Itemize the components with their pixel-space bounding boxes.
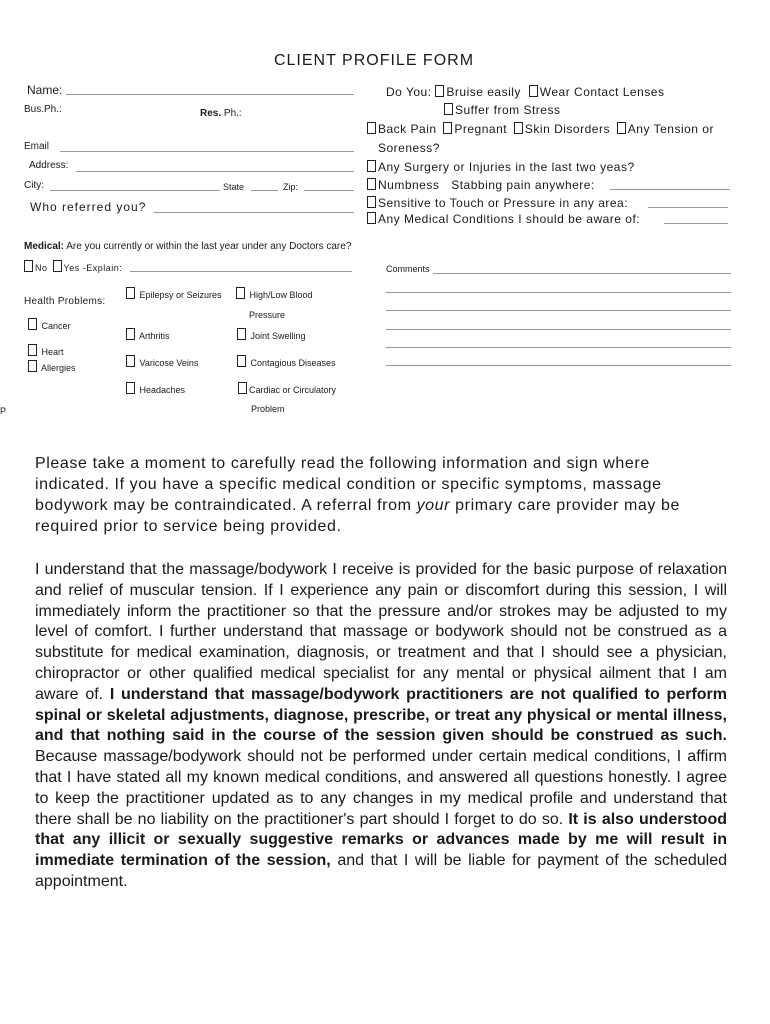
consent-text-c: and that I will be liable for payment of the scheduled appointment. xyxy=(35,852,728,890)
address-field[interactable] xyxy=(76,171,354,172)
stress-row xyxy=(444,103,560,117)
comments-line-6[interactable] xyxy=(386,365,731,366)
allergies-checkbox[interactable] xyxy=(28,360,37,372)
headaches-checkbox[interactable] xyxy=(126,382,135,394)
joint-label: Joint Swelling xyxy=(250,331,306,341)
numbness-checkbox[interactable] xyxy=(367,178,376,190)
blood-pressure-label: High/Low Blood xyxy=(249,290,313,300)
form-title: CLIENT PROFILE FORM xyxy=(273,52,475,69)
heart-item xyxy=(28,344,64,357)
sensitive-field[interactable] xyxy=(648,207,728,208)
consent-text-b: Because massage/bodywork should not be performed under certain medical conditions, I affirm that I have stated all my known medical conditions, and answered all questions honestly. I agree to keep the practitioner updated as to any changes in my medical profile and understand that there shall be no liability on the practitioner's part should I forget to do so. xyxy=(35,748,727,828)
pregnant-checkbox[interactable] xyxy=(443,122,452,134)
address-label: Address: xyxy=(29,160,69,171)
numbness-label: Numbness xyxy=(378,178,440,192)
skin-checkbox[interactable] xyxy=(514,122,523,134)
cardiac-label-2: Problem xyxy=(251,404,285,414)
surgery-row xyxy=(367,160,635,174)
res-ph: Ph.: xyxy=(221,108,242,119)
comments-line-1[interactable] xyxy=(433,273,731,274)
comments-line-4[interactable] xyxy=(386,329,731,330)
state-label: State xyxy=(223,182,245,192)
medical-conditions-checkbox[interactable] xyxy=(367,212,376,224)
epilepsy-label: Epilepsy or Seizures xyxy=(139,290,222,300)
res-bold: Res. xyxy=(200,108,222,119)
consent-bold-1: I understand that massage/bodywork practitioners are not qualified to perform spinal or skeletal adjustments, diagnose, prescribe, or treat any physical or mental illness, and that nothing said in the course of the session given should be construed as such. xyxy=(35,685,727,745)
stabbing-label: Stabbing pain anywhere: xyxy=(451,178,595,192)
stress-checkbox[interactable] xyxy=(444,103,453,115)
medical-label: Medical: xyxy=(24,241,65,252)
medical-answer-row xyxy=(24,260,122,273)
skin-label: Skin Disorders xyxy=(524,122,610,136)
contagious-item xyxy=(237,355,336,368)
headaches-item xyxy=(126,382,185,395)
health-problems-label: Health Problems: xyxy=(24,296,106,307)
city-label: City: xyxy=(24,180,44,191)
consent-paragraph xyxy=(35,560,727,893)
blood-pressure-checkbox[interactable] xyxy=(236,287,245,299)
medical-conditions-row xyxy=(367,212,640,226)
do-you-label: Do You: xyxy=(386,85,432,99)
comments-label: Comments xyxy=(386,264,430,274)
joint-item xyxy=(237,328,306,341)
allergies-item xyxy=(28,360,76,373)
stress-label: Suffer from Stress xyxy=(455,103,561,117)
yes-checkbox[interactable] xyxy=(53,260,62,272)
contagious-label: Contagious Diseases xyxy=(250,358,336,368)
consent-bold-2: It is also understood that any illicit or sexually suggestive remarks or advances made by me will result in immediate termination of the session, xyxy=(35,810,727,870)
epilepsy-item xyxy=(126,287,222,300)
tension-checkbox[interactable] xyxy=(617,122,626,134)
explain-field[interactable] xyxy=(130,271,352,272)
consent-text-a: I understand that the massage/bodywork I receive is provided for the basic purpose of relaxation and relief of muscular tension. If I experience any pain or discomfort during this session, I will immediately inform the practitioner so that the pressure and/or strokes may be adjusted to my level of comfort. I further understand that massage or bodywork should not be construed as a substitute for medical examination, diagnosis, or treatment and that I should see a physician, chiropractor or other qualified medical specialist for any mental or physical ailment that I am aware of. xyxy=(35,561,727,703)
blood-pressure-item xyxy=(236,287,313,300)
blood-pressure-label-2: Pressure xyxy=(249,310,286,320)
cardiac-checkbox[interactable] xyxy=(238,382,247,394)
arthritis-label: Arthritis xyxy=(139,331,170,341)
contacts-checkbox[interactable] xyxy=(529,85,538,97)
medical-question xyxy=(24,241,351,252)
city-field[interactable] xyxy=(50,190,220,191)
no-label: No xyxy=(35,263,48,273)
yes-label: Yes -Explain: xyxy=(63,263,123,273)
intro-paragraph xyxy=(35,453,727,537)
conditions-row-1 xyxy=(367,122,714,136)
sensitive-checkbox[interactable] xyxy=(367,196,376,208)
referred-field[interactable] xyxy=(154,212,354,213)
comments-line-5[interactable] xyxy=(386,347,731,348)
do-you-row xyxy=(386,85,664,99)
cancer-checkbox[interactable] xyxy=(28,318,37,330)
bus-phone-label: Bus.Ph.: xyxy=(24,104,62,115)
cancer-label: Cancer xyxy=(41,321,71,331)
varicose-label: Varicose Veins xyxy=(139,358,199,368)
res-phone-label xyxy=(200,108,242,119)
intro-text-a: Please take a moment to carefully read the following information and sign where indicated. If you have a specific medical condition or specific symptoms, massage bodywork may be contraindicated. A referral from xyxy=(35,455,662,514)
surgery-checkbox[interactable] xyxy=(367,160,376,172)
intro-text-b: primary care provider may be required prior to service being provided. xyxy=(35,497,681,535)
cancer-item xyxy=(28,318,71,331)
medical-conditions-label: Any Medical Conditions I should be aware of: xyxy=(378,212,641,226)
joint-checkbox[interactable] xyxy=(237,328,246,340)
no-checkbox[interactable] xyxy=(24,260,33,272)
state-field[interactable] xyxy=(251,190,278,191)
bruise-checkbox[interactable] xyxy=(435,85,444,97)
margin-mark: P xyxy=(0,406,7,416)
back-pain-label: Back Pain xyxy=(378,122,437,136)
zip-label: Zip: xyxy=(283,182,299,192)
sensitive-label: Sensitive to Touch or Pressure in any area: xyxy=(378,196,629,210)
varicose-item xyxy=(126,355,198,368)
comments-line-3[interactable] xyxy=(386,310,731,311)
pregnant-label: Pregnant xyxy=(454,122,508,136)
heart-checkbox[interactable] xyxy=(28,344,37,356)
cardiac-label: Cardiac or Circulatory xyxy=(249,385,337,395)
headaches-label: Headaches xyxy=(139,385,186,395)
name-label: Name: xyxy=(27,83,63,97)
surgery-label: Any Surgery or Injuries in the last two yeas? xyxy=(378,160,635,174)
arthritis-checkbox[interactable] xyxy=(126,328,135,340)
heart-label: Heart xyxy=(41,347,64,357)
email-field[interactable] xyxy=(60,151,354,152)
medical-question-text: Are you currently or within the last year under any Doctors care? xyxy=(66,241,352,252)
cardiac-item xyxy=(238,382,336,395)
back-pain-checkbox[interactable] xyxy=(367,122,376,134)
soreness-label: Soreness? xyxy=(378,141,440,155)
intro-italic: your xyxy=(416,497,451,514)
sensitive-row xyxy=(367,196,628,210)
arthritis-item xyxy=(126,328,170,341)
tension-label: Any Tension or xyxy=(627,122,714,136)
referred-label: Who referred you? xyxy=(30,200,147,214)
stabbing-field[interactable] xyxy=(610,189,730,190)
contagious-checkbox[interactable] xyxy=(237,355,246,367)
varicose-checkbox[interactable] xyxy=(126,355,135,367)
comments-line-2[interactable] xyxy=(386,292,731,293)
contacts-label: Wear Contact Lenses xyxy=(539,85,665,99)
epilepsy-checkbox[interactable] xyxy=(126,287,135,299)
allergies-label: Allergies xyxy=(41,363,76,373)
medical-conditions-field[interactable] xyxy=(664,223,728,224)
zip-field[interactable] xyxy=(304,190,354,191)
name-field[interactable] xyxy=(66,94,354,95)
numbness-row xyxy=(367,178,595,192)
bruise-label: Bruise easily xyxy=(446,85,521,99)
email-label: Email xyxy=(24,141,50,152)
